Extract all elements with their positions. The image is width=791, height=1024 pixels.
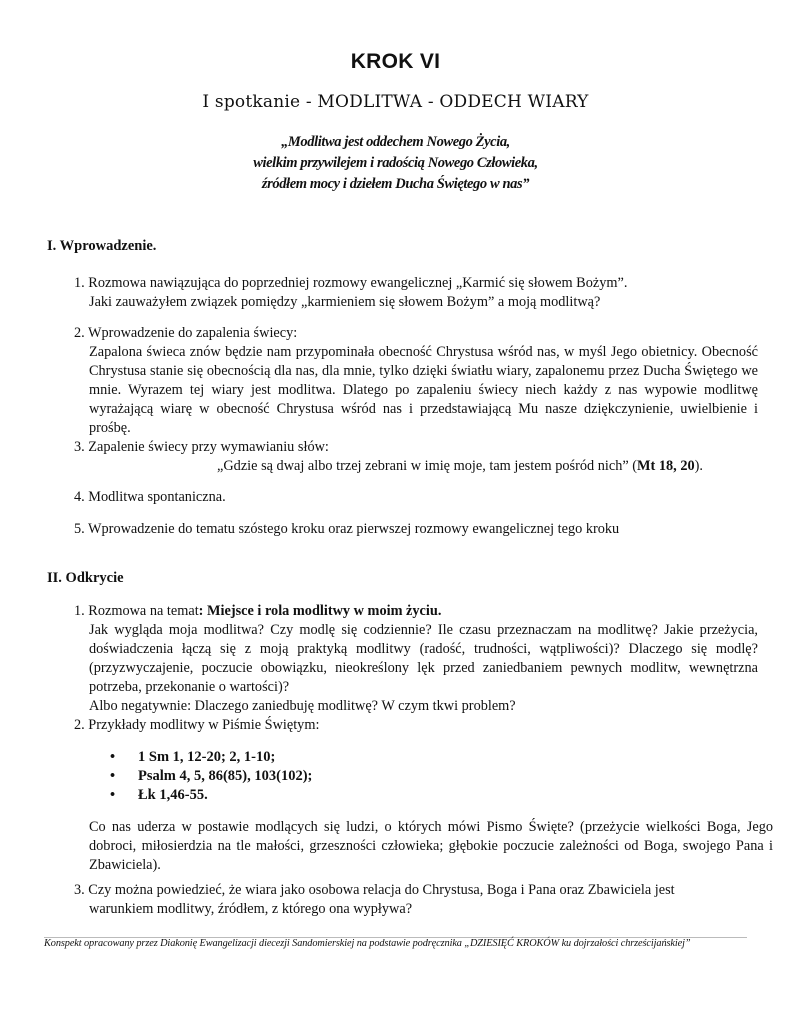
- motto-line: „Modlitwa jest oddechem Nowego Życia,: [281, 134, 510, 150]
- page-subtitle: I spotkanie - MODLITWA - ODDECH WIARY: [202, 92, 589, 112]
- bullet-icon: •: [110, 768, 116, 784]
- intro-item-2-heading: 2. Wprowadzenie do zapalenia świecy:: [74, 325, 298, 341]
- list-item: [110, 748, 312, 767]
- intro-item-1-line2: Jaki zauważyłem związek pomiędzy „karmieniem się słowem Bożym” a moją modlitwą?: [89, 294, 601, 310]
- discovery-item-3-line1: 3. Czy można powiedzieć, że wiara jako osobowa relacja do Chrystusa, Boga i Pana oraz Zbawiciela jest: [74, 882, 675, 898]
- discovery-item-3: [74, 881, 758, 919]
- page-title: KROK VI: [350, 50, 441, 73]
- topic-title: : Miejsce i rola modlitwy w moim życiu.: [198, 603, 442, 619]
- bullet-icon: •: [110, 787, 116, 803]
- section-heading-discovery: II. Odkrycie: [47, 570, 124, 586]
- motto-line: źródłem mocy i dziełem Ducha Świętego w nas”: [261, 176, 530, 192]
- motto-quote: [0, 132, 791, 195]
- intro-item-1: [74, 274, 758, 312]
- section-heading-introduction: I. Wprowadzenie.: [47, 238, 157, 254]
- motto-line: wielkim przywilejem i radością Nowego Człowieka,: [253, 155, 538, 171]
- discovery-item-3-line2: warunkiem modlitwy, źródłem, z którego ona wypływa?: [89, 901, 413, 917]
- intro-item-3-heading: 3. Zapalenie świecy przy wymawianiu słów:: [74, 439, 329, 455]
- intro-item-3-quote: [74, 457, 758, 476]
- scripture-list: [110, 748, 312, 805]
- discovery-item-1-heading: [74, 602, 758, 621]
- quote-end: ).: [694, 458, 703, 474]
- discovery-item-2-body: Co nas uderza w postawie modlących się ludzi, o których mówi Pismo Święte? (przeżycie wielkości Boga, Jego dobroci, miłosierdzia na tle małości, grzeszności człowieka; głębokie poczucie zależności od Boga, swojego Pana i Zbawiciela).: [89, 819, 773, 873]
- intro-item-4: 4. Modlitwa spontaniczna.: [74, 489, 226, 505]
- intro-item-3: [74, 438, 758, 476]
- discovery-item-1-last: Albo negatywnie: Dlaczego zaniedbuję modlitwę? W czym tkwi problem?: [89, 698, 516, 714]
- scripture-reference: Mt 18, 20: [637, 458, 695, 474]
- topic-prefix: 1. Rozmowa na temat: [74, 603, 199, 619]
- intro-item-1-line1: 1. Rozmowa nawiązująca do poprzedniej rozmowy ewangelicznej „Karmić się słowem Bożym”.: [74, 275, 628, 291]
- page-footer: Konspekt opracowany przez Diakonię Ewangelizacji diecezji Sandomierskiej na podstawie podręcznika „DZIESIĘĆ KROKÓW ku dojrzałości chrześcijańskiej”: [44, 938, 691, 949]
- intro-item-2: [74, 324, 758, 438]
- discovery-item-1-body: Jak wygląda moja modlitwa? Czy modlę się codziennie? Ile czasu przeznaczam na modlitwę? Jakie przeżycia, doświadczenia łączą się z moją praktyką modlitwy (radość, trudności, wątpliwości)? Dlaczego się modlę? (przyzwyczajenie, poczucie obowiązku, nieokreślony lęk przed zaniedbaniem pewnych modlitw, wewnętrzna potrzeba, przekonanie o wartości)?: [89, 622, 758, 695]
- intro-item-5: 5. Wprowadzenie do tematu szóstego kroku oraz pierwszej rozmowy ewangelicznej tego kroku: [74, 521, 620, 537]
- discovery-item-1: [74, 602, 758, 716]
- quote-text: „Gdzie są dwaj albo trzej zebrani w imię moje, tam jestem pośród nich” (: [217, 458, 638, 474]
- bullet-icon: •: [110, 749, 116, 765]
- scripture-ref: Psalm 4, 5, 86(85), 103(102);: [138, 768, 313, 784]
- scripture-ref: Łk 1,46-55.: [138, 787, 208, 803]
- scripture-ref: 1 Sm 1, 12-20; 2, 1-10;: [138, 749, 276, 765]
- list-item: [110, 786, 312, 805]
- list-item: [110, 767, 312, 786]
- intro-item-2-body: Zapalona świeca znów będzie nam przypominała obecność Chrystusa wśród nas, w myśl Jego obietnicy. Obecność Chrystusa stanie się obecnością dla nas, dla mnie, tylko dzięki światłu wiary, zapalonemu przez Ducha Świętego we mnie. Wyrazem tej wiary jest modlitwa. Dlatego po zapaleniu świecy niech każdy z nas wypowie modlitwę wyrażającą wiarę w obecność Chrystusa wśród nas i przedstawiającą Mu nasze dziękczynienie, uwielbienie i prośbę.: [89, 344, 758, 436]
- discovery-item-2-heading: 2. Przykłady modlitwy w Piśmie Świętym:: [74, 717, 320, 733]
